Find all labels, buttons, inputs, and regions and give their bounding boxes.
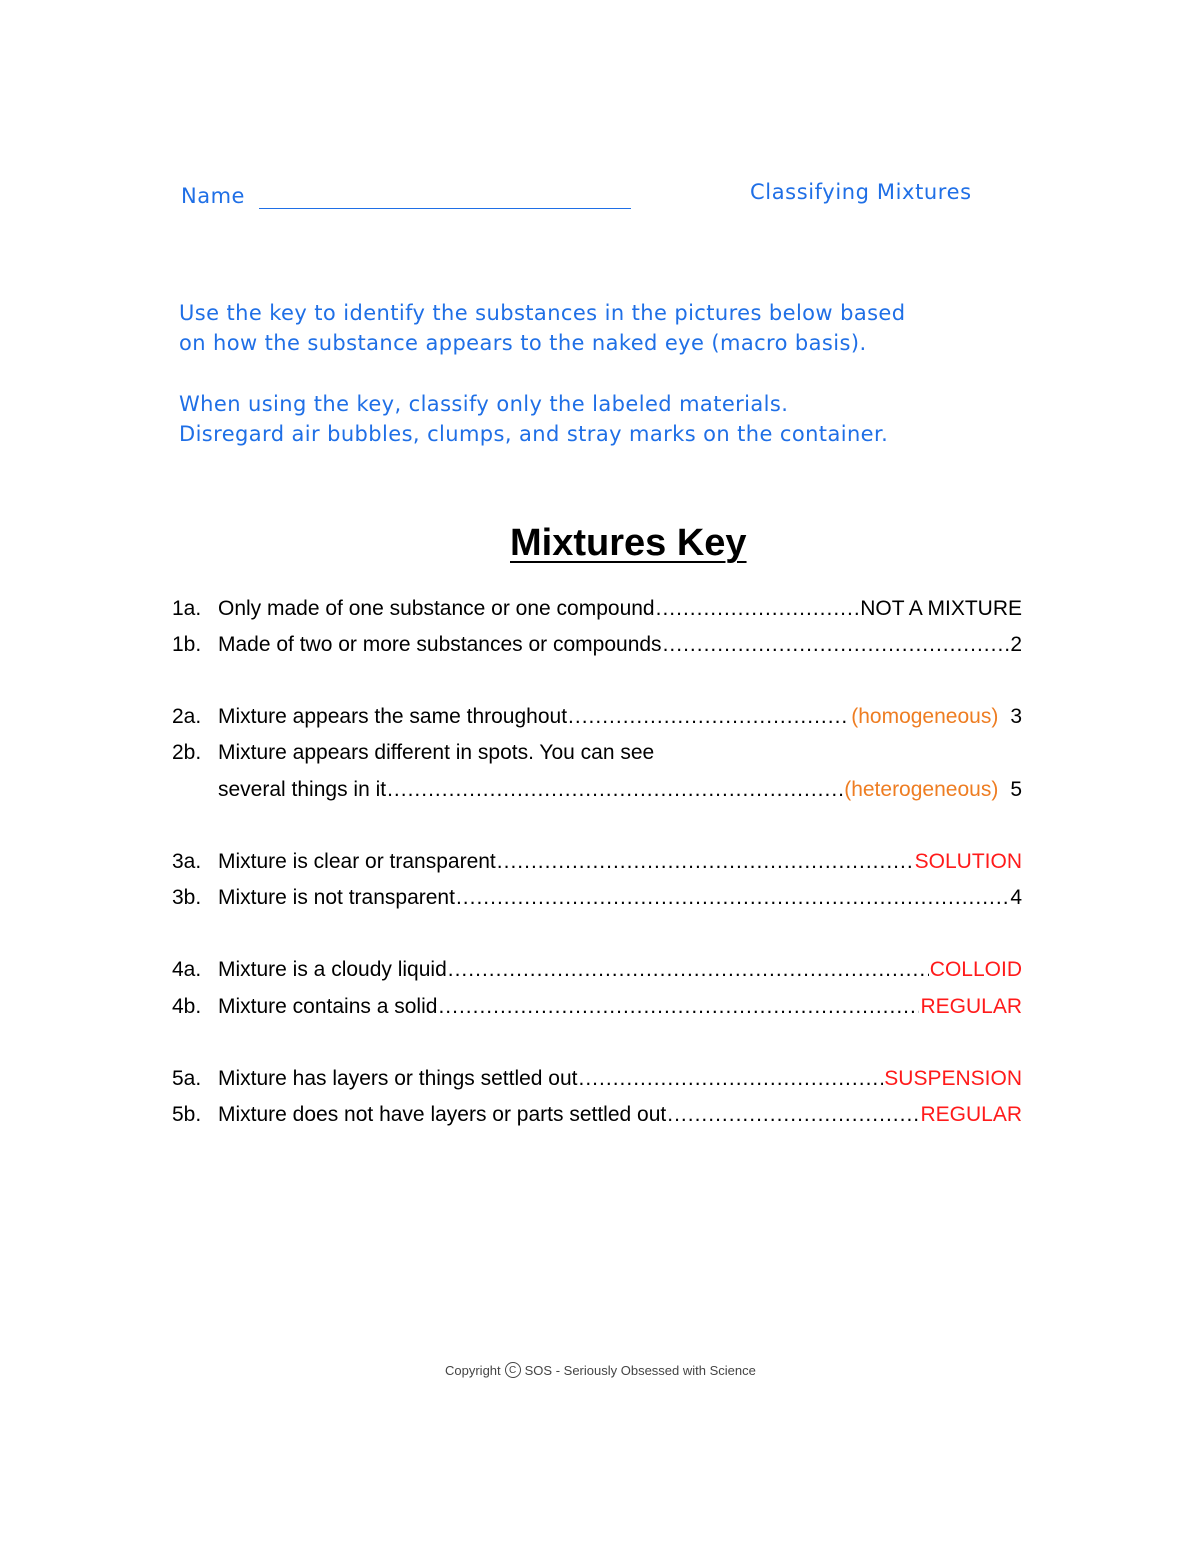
- key-step-number: 5a.: [172, 1067, 202, 1090]
- dot-leader: [448, 958, 929, 982]
- key-result: (homogeneous): [851, 705, 999, 728]
- name-blank-line[interactable]: [259, 208, 631, 209]
- key-step-number: 4b.: [172, 995, 202, 1018]
- key-result: 4: [1010, 886, 1022, 909]
- key-description: Mixture is not transparent: [218, 886, 455, 909]
- dot-leader: [568, 705, 850, 729]
- key-line-2a: [172, 705, 1022, 735]
- key-description: several things in it: [218, 778, 387, 801]
- key-step-number: 2b.: [172, 741, 202, 764]
- worksheet-title: Classifying Mixtures: [750, 180, 972, 204]
- key-description: Mixture has layers or things settled out: [218, 1067, 578, 1090]
- key-line-5a: [172, 1067, 1022, 1097]
- key-line-2b-continued: [172, 778, 1022, 808]
- dot-leader: [497, 850, 914, 874]
- instruction-line: When using the key, classify only the labeled materials.: [179, 392, 789, 416]
- name-label: Name: [181, 184, 245, 208]
- key-description: Mixture does not have layers or parts settled out: [218, 1103, 667, 1126]
- key-step-number: 1a.: [172, 597, 202, 620]
- dot-leader: [663, 633, 1010, 657]
- key-step-number: 4a.: [172, 958, 202, 981]
- copyright-icon: C: [505, 1362, 521, 1378]
- dot-leader: [656, 597, 860, 621]
- dot-leader: [667, 1103, 919, 1127]
- key-line-5b: [172, 1103, 1022, 1133]
- instruction-line: Disregard air bubbles, clumps, and stray marks on the container.: [179, 422, 889, 446]
- key-result: REGULAR: [920, 995, 1022, 1018]
- key-result: REGULAR: [920, 1103, 1022, 1126]
- key-line-1a: [172, 597, 1022, 627]
- dot-leader: [438, 995, 919, 1019]
- key-description: Mixture appears the same throughout: [218, 705, 568, 728]
- copyright-text: SOS - Seriously Obsessed with Science: [524, 1362, 756, 1378]
- key-step-number: 2a.: [172, 705, 202, 728]
- copyright-footer: [445, 1362, 756, 1378]
- key-line-4b: [172, 995, 1022, 1025]
- key-line-4a: [172, 958, 1022, 988]
- key-description: Only made of one substance or one compound: [218, 597, 655, 620]
- key-description: Made of two or more substances or compounds: [218, 633, 662, 656]
- key-step-number: 3a.: [172, 850, 202, 873]
- instruction-line: Use the key to identify the substances in the pictures below based: [179, 301, 906, 325]
- key-result: (heterogeneous): [844, 778, 999, 801]
- key-description: Mixture appears different in spots. You can see: [218, 741, 655, 764]
- key-result: NOT A MIXTURE: [860, 597, 1022, 620]
- key-step-number: 1b.: [172, 633, 202, 656]
- key-line-2b: [172, 741, 1022, 771]
- dot-leader: [387, 778, 843, 802]
- instruction-line: on how the substance appears to the naked eye (macro basis).: [179, 331, 867, 355]
- key-result: SUSPENSION: [884, 1067, 1022, 1090]
- dot-leader: [579, 1067, 884, 1091]
- key-description: Mixture is clear or transparent: [218, 850, 496, 873]
- key-description: Mixture is a cloudy liquid: [218, 958, 447, 981]
- key-heading: Mixtures Key: [510, 522, 747, 564]
- key-next-step: 5: [1010, 778, 1022, 801]
- key-line-3a: [172, 850, 1022, 880]
- key-step-number: 5b.: [172, 1103, 202, 1126]
- key-result: SOLUTION: [914, 850, 1022, 873]
- key-description: Mixture contains a solid: [218, 995, 438, 1018]
- key-next-step: 3: [1010, 705, 1022, 728]
- dot-leader: [456, 886, 1009, 910]
- key-step-number: 3b.: [172, 886, 202, 909]
- copyright-label: Copyright: [445, 1362, 501, 1378]
- key-result: COLLOID: [929, 958, 1022, 981]
- key-line-1b: [172, 633, 1022, 663]
- key-result: 2: [1010, 633, 1022, 656]
- key-line-3b: [172, 886, 1022, 916]
